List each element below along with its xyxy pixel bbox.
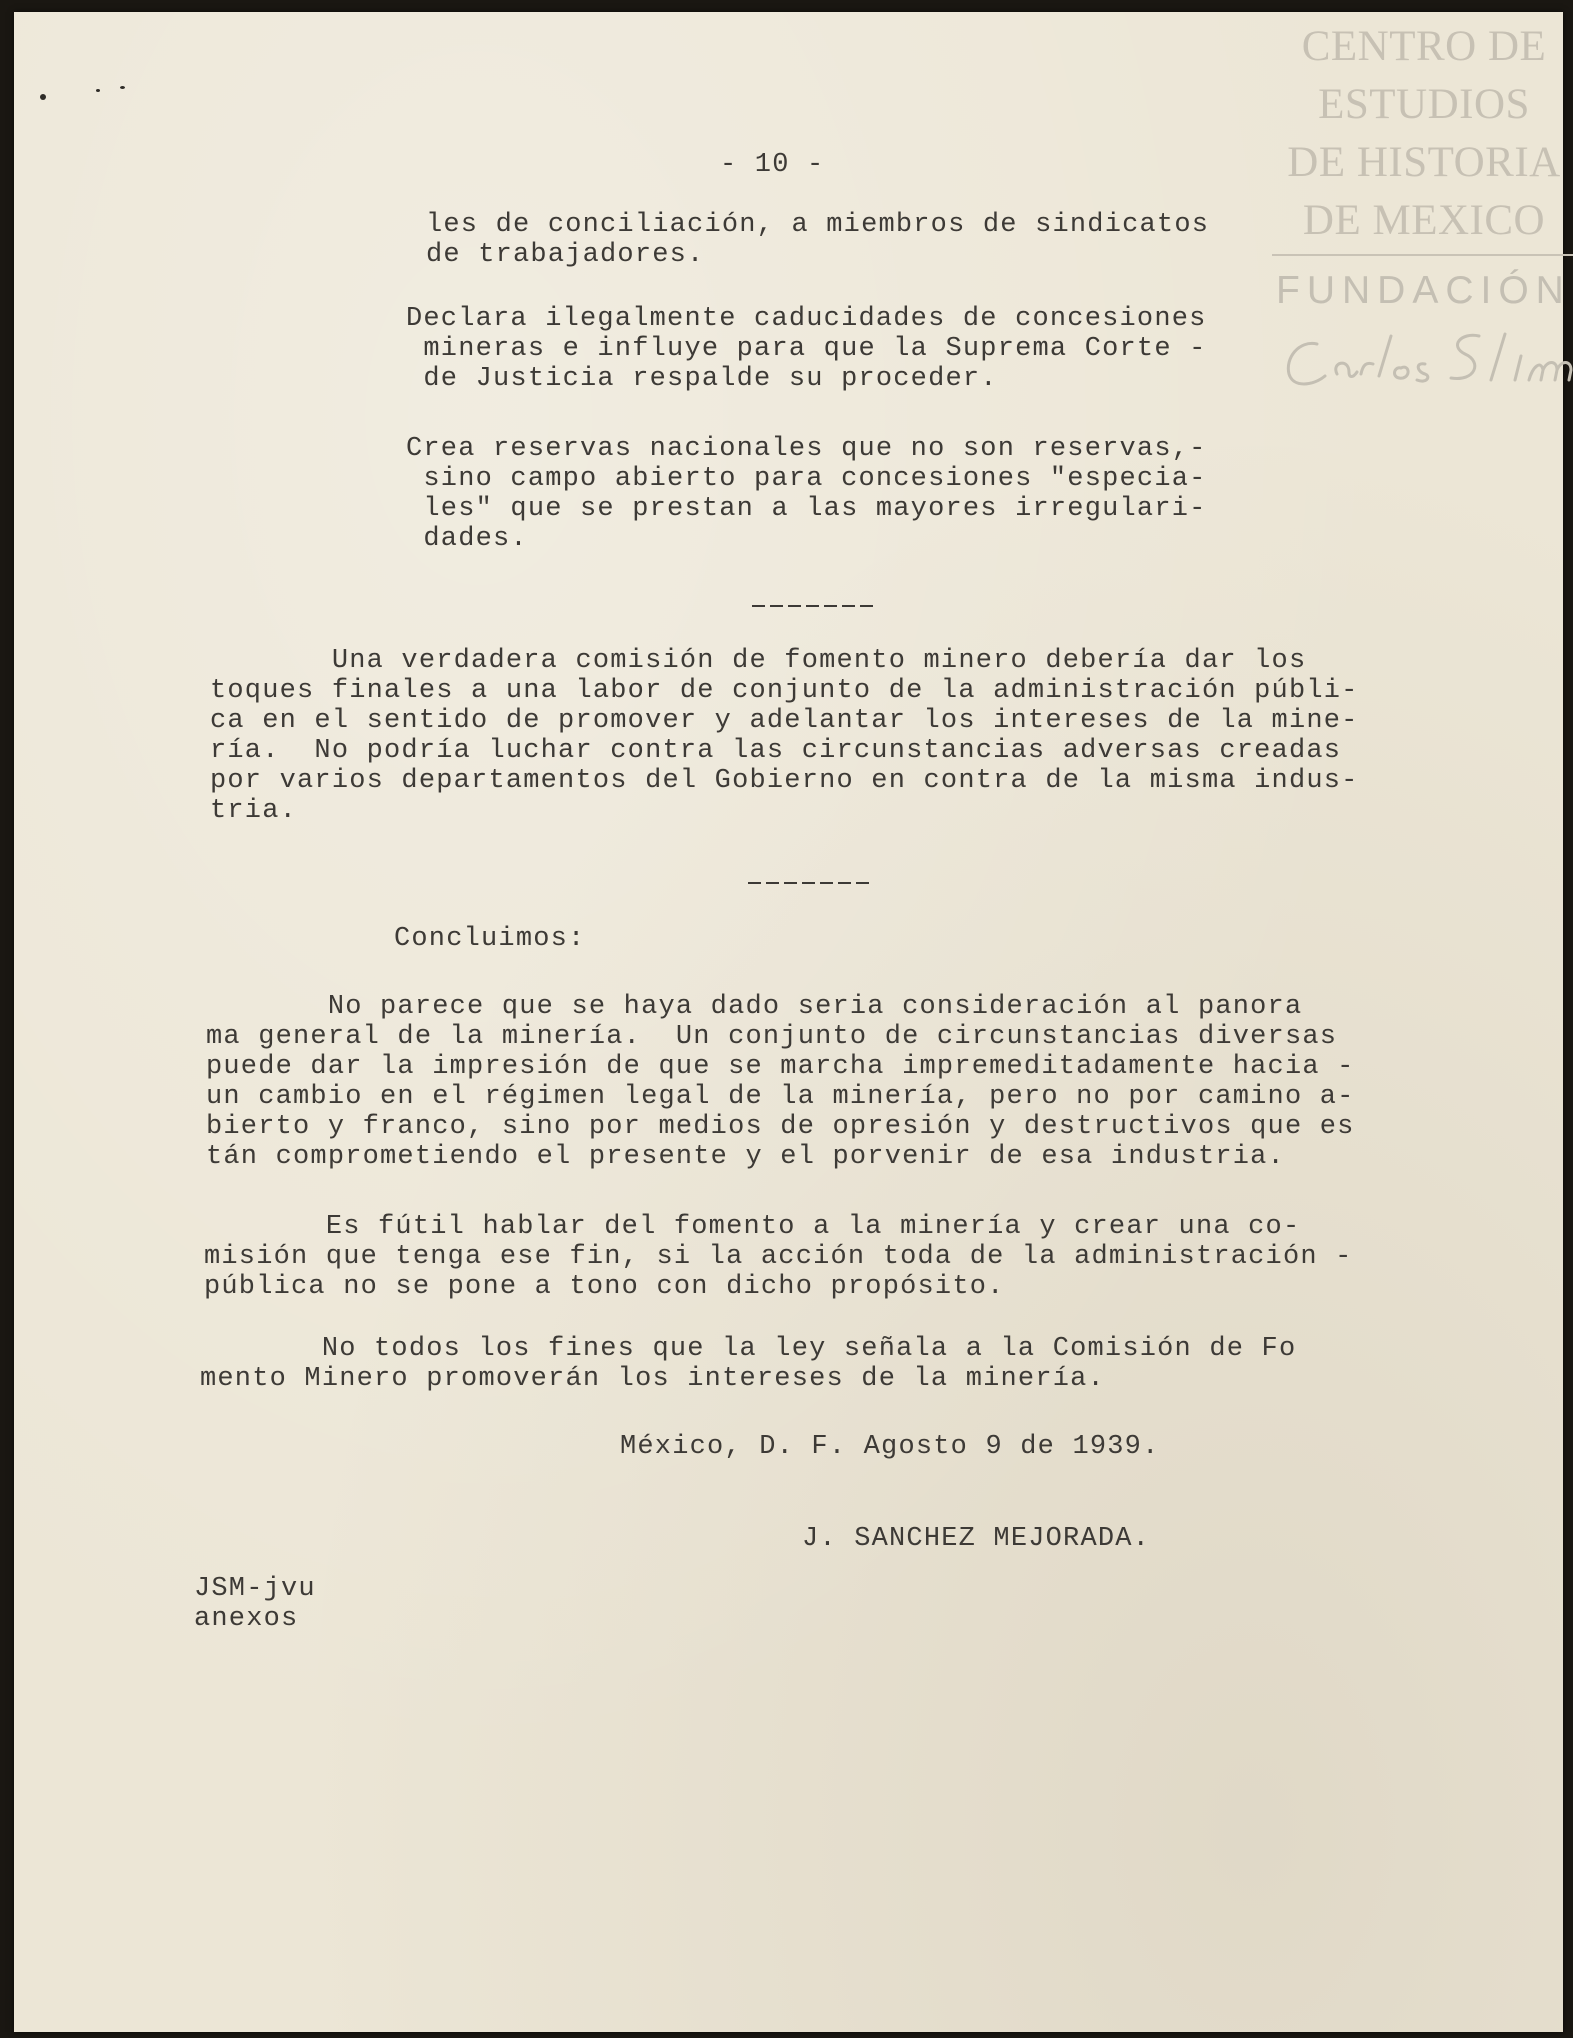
section-divider — [752, 605, 878, 607]
paragraph-comision-fomento: Una verdadera comisión de fomento minero debería dar los toques finales a una labor de conjunto de la administración públi- ca en el sentido de promover y adelantar los intereses de la mine- ría. No podría luchar contra las circunstancias adversas creadas por varios departamentos del Gobierno en contra de la misma indus- tria. — [210, 646, 1359, 826]
heading-concluimos: Concluimos: — [394, 924, 586, 954]
paragraph-continuation: les de conciliación, a miembros de sindicatos de trabajadores. — [426, 210, 1210, 270]
ink-speck — [96, 89, 100, 92]
carlos-slim-signature-logo — [1279, 322, 1573, 402]
section-divider — [748, 882, 874, 884]
watermark-foundation: FUNDACIÓN — [1276, 269, 1571, 312]
date-line: México, D. F. Agosto 9 de 1939. — [620, 1432, 1160, 1462]
paragraph-fines: No todos los fines que la ley señala a la Comisión de Fo mento Minero promoverán los intereses de la minería. — [200, 1334, 1297, 1394]
signature-line: J. SANCHEZ MEJORADA. — [802, 1524, 1151, 1554]
page-number: - 10 - — [720, 150, 825, 180]
watermark-line: CENTRO DE — [1301, 23, 1547, 70]
ink-speck — [120, 86, 125, 89]
document-page — [14, 12, 1571, 2032]
paragraph-caducidades: Declara ilegalmente caducidades de concesiones mineras e influye para que la Suprema Corte - de Justicia respalde su proceder. — [406, 304, 1207, 394]
paragraph-futil: Es fútil hablar del fomento a la minería y crear una co- misión que tenga ese fin, si la acción toda de la administración - pública no se pone a tono con dicho propósito. — [204, 1212, 1353, 1302]
watermark-line: DE MEXICO — [1302, 197, 1546, 244]
paragraph-reservas: Crea reservas nacionales que no son reservas,- sino campo abierto para concesiones "especia- les" que se prestan a las mayores irregulari- dades. — [406, 434, 1207, 554]
watermark-line: DE HISTORIA — [1287, 139, 1561, 186]
reference-initials: JSM-jvu anexos — [194, 1574, 316, 1634]
archive-watermark — [1264, 18, 1573, 250]
ink-speck — [40, 94, 46, 100]
watermark-rule — [1272, 254, 1573, 256]
paragraph-conclusion: No parece que se haya dado seria consideración al panora ma general de la minería. Un conjunto de circunstancias diversas puede dar la impresión de que se marcha impremeditadamente hacia - un cambio en el régimen legal de la minería, pero no por camino a- bierto y franco, sino por medios de opresión y destructivos que es tán comprometiendo el presente y el porvenir de esa industria. — [206, 992, 1355, 1172]
watermark-line: ESTUDIOS — [1318, 81, 1530, 128]
